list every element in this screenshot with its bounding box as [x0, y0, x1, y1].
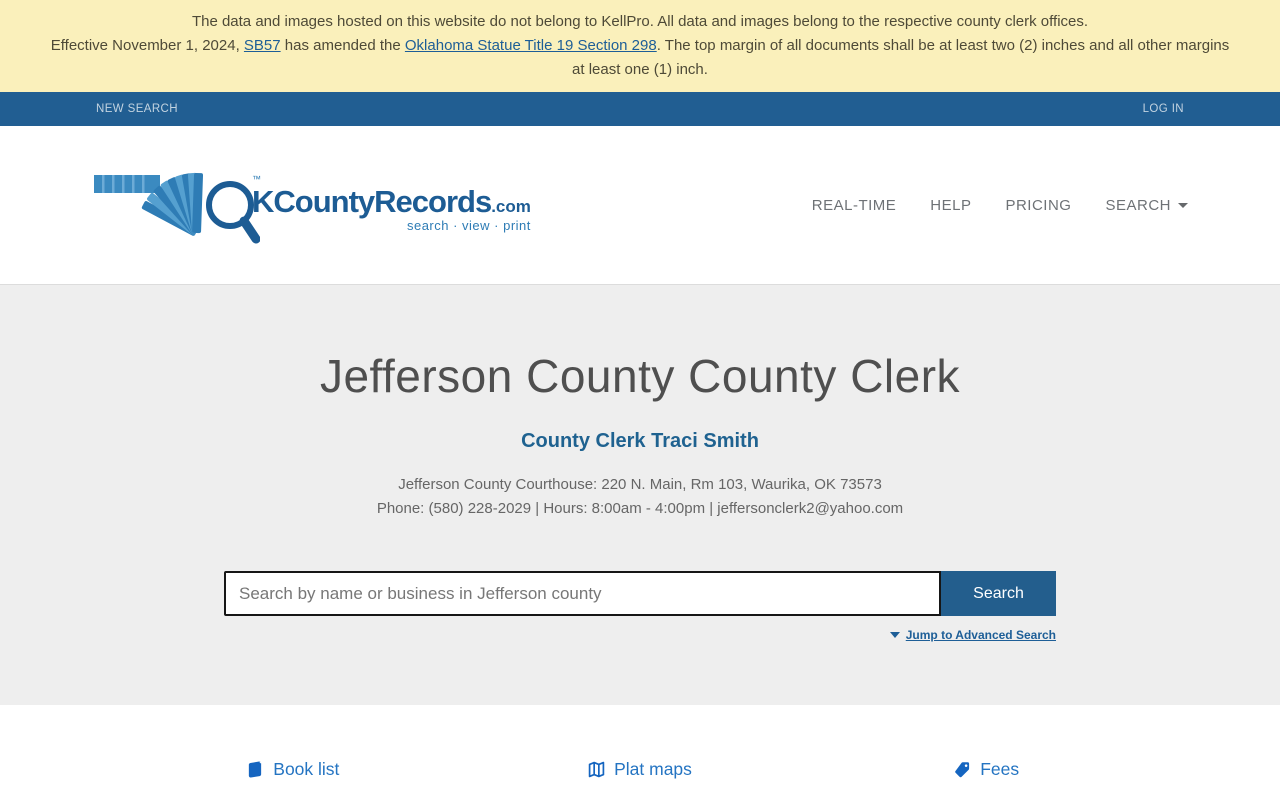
- plat-maps-label: Plat maps: [614, 759, 692, 779]
- trademark-symbol: ™: [252, 173, 261, 184]
- book-list-link[interactable]: [247, 759, 339, 780]
- disclaimer-line2-prefix: Effective November 1, 2024,: [50, 37, 244, 54]
- quick-links-section: [0, 705, 1280, 800]
- book-icon: [247, 761, 264, 778]
- fees-label: Fees: [980, 759, 1020, 779]
- header-menu: [812, 197, 1188, 214]
- logo-brand-text: KCountyRecords: [252, 183, 492, 219]
- search-form: [224, 571, 1056, 616]
- logo-tld-text: .com: [491, 196, 531, 216]
- log-in-link[interactable]: LOG IN: [1142, 103, 1184, 115]
- menu-item-pricing[interactable]: PRICING: [1005, 196, 1072, 214]
- site-header: [0, 126, 1280, 284]
- menu-item-help[interactable]: HELP: [930, 196, 972, 214]
- disclaimer-line2-mid: has amended the: [280, 37, 405, 54]
- chevron-down-icon: [1178, 203, 1188, 208]
- top-nav-bar: [0, 92, 1280, 126]
- disclaimer-line2-suffix: . The top margin of all documents shall be at least two (2) inches and all other margins: [656, 37, 1230, 54]
- triangle-down-icon: [890, 632, 900, 638]
- sb57-link[interactable]: SB57: [243, 37, 281, 54]
- jump-to-advanced-search-link[interactable]: [890, 628, 1056, 642]
- courthouse-address: Jefferson County Courthouse: 220 N. Main, Rm 103, Waurika, OK 73573: [398, 476, 882, 493]
- advanced-search-row: [224, 625, 1056, 643]
- logo-text: [252, 173, 531, 233]
- search-input[interactable]: [224, 571, 941, 616]
- new-search-link[interactable]: NEW SEARCH: [96, 103, 178, 115]
- logo-mark-icon: [92, 163, 260, 247]
- county-hero-section: [0, 284, 1280, 705]
- disclaimer-line2: [6, 34, 1274, 58]
- county-clerk-name: County Clerk Traci Smith: [521, 430, 759, 452]
- plat-maps-link[interactable]: [588, 759, 692, 780]
- title19-link[interactable]: Oklahoma Statue Title 19 Section 298: [404, 37, 657, 54]
- page-title: Jefferson County County Clerk: [319, 350, 961, 402]
- advanced-search-label: Jump to Advanced Search: [905, 628, 1056, 642]
- disclaimer-line1: The data and images hosted on this website do not belong to KellPro. All data and images belong to the respective county clerk offices.: [191, 13, 1089, 30]
- map-icon: [588, 761, 605, 778]
- menu-item-search-dropdown[interactable]: [1105, 197, 1188, 214]
- site-logo[interactable]: [92, 163, 531, 247]
- search-button[interactable]: Search: [941, 571, 1056, 616]
- logo-tagline: search · view · print: [406, 217, 531, 233]
- menu-item-search-label: SEARCH: [1105, 196, 1171, 214]
- tag-icon: [954, 761, 971, 778]
- quick-link-book-list: [120, 759, 467, 780]
- contact-info: Phone: (580) 228-2029 | Hours: 8:00am - 4:00pm | jeffersonclerk2@yahoo.com: [376, 500, 904, 517]
- fees-link[interactable]: [954, 759, 1019, 780]
- disclaimer-line3: at least one (1) inch.: [572, 61, 708, 78]
- disclaimer-banner: [0, 0, 1280, 92]
- quick-link-fees: [813, 759, 1160, 780]
- menu-item-real-time[interactable]: REAL-TIME: [811, 196, 897, 214]
- quick-link-plat-maps: [467, 759, 814, 780]
- book-list-label: Book list: [273, 759, 340, 779]
